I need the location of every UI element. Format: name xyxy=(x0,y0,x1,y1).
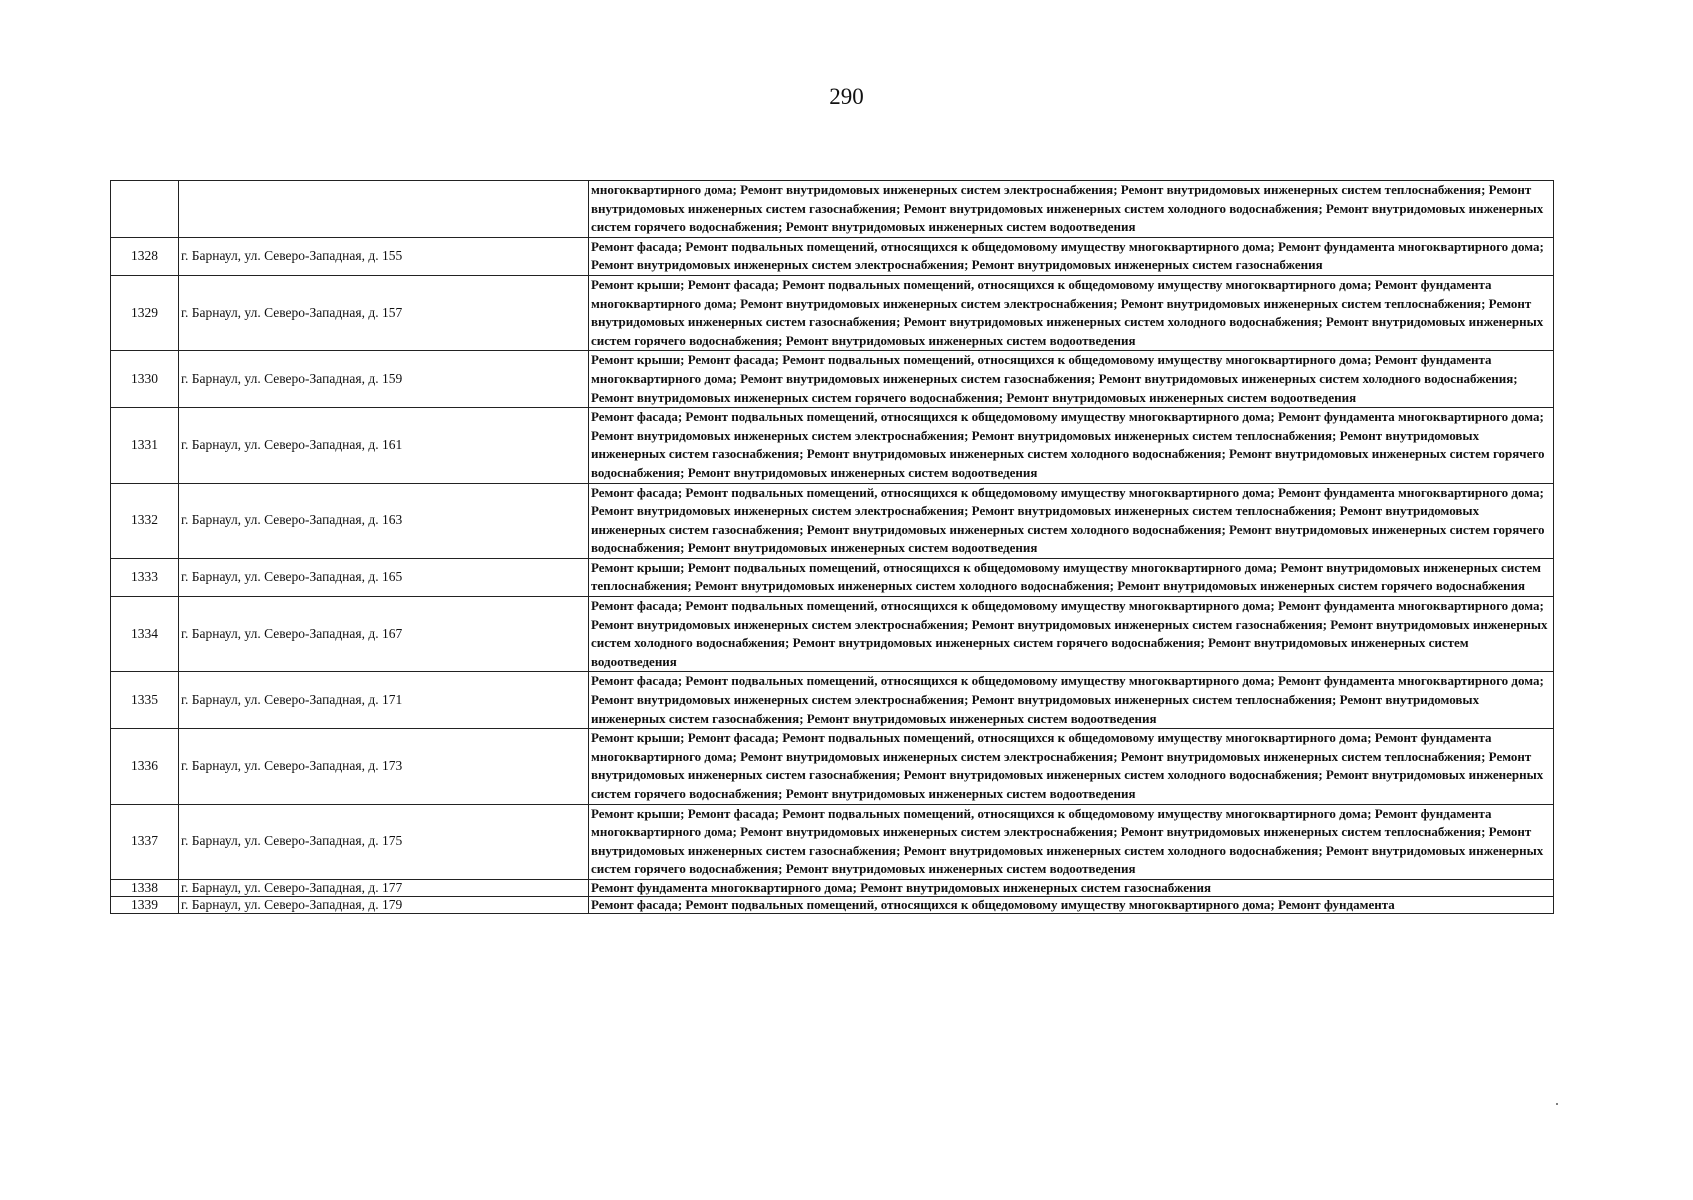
row-number: 1336 xyxy=(111,729,179,804)
row-works: Ремонт фасада; Ремонт подвальных помещений, относящихся к общедомовому имуществу многоквартирного дома; Ремонт фундамента многоквартирного дома; Ремонт внутридомовых инженерных систем электроснабжения; Ремонт внутридомовых инженерных систем теплоснабжения; Ремонт внутридомовых инженерных систем газоснабжения; Ремонт внутридомовых инженерных систем холодного водоснабжения; Ремонт внутридомовых инженерных систем горячего водоснабжения; Ремонт внутридомовых инженерных систем водоотведения xyxy=(589,483,1554,558)
page-number: 290 xyxy=(829,84,864,109)
scan-speck xyxy=(1556,1103,1558,1105)
row-address: г. Барнаул, ул. Северо-Западная, д. 163 xyxy=(179,483,589,558)
row-number: 1331 xyxy=(111,408,179,483)
table-row xyxy=(111,804,1554,879)
row-number: 1329 xyxy=(111,275,179,350)
row-works: Ремонт фасада; Ремонт подвальных помещений, относящихся к общедомовому имуществу многоквартирного дома; Ремонт фундамента многоквартирного дома; Ремонт внутридомовых инженерных систем электроснабжения; Ремонт внутридомовых инженерных систем теплоснабжения; Ремонт внутридомовых инженерных систем газоснабжения; Ремонт внутридомовых инженерных систем холодного водоснабжения; Ремонт внутридомовых инженерных систем горячего водоснабжения; Ремонт внутридомовых инженерных систем водоотведения xyxy=(589,408,1554,483)
row-address: г. Барнаул, ул. Северо-Западная, д. 177 xyxy=(179,879,589,896)
row-works: Ремонт крыши; Ремонт подвальных помещений, относящихся к общедомовому имуществу многоквартирного дома; Ремонт внутридомовых инженерных систем теплоснабжения; Ремонт внутридомовых инженерных систем холодного водоснабжения; Ремонт внутридомовых инженерных систем горячего водоснабжения xyxy=(589,558,1554,596)
table-row xyxy=(111,879,1554,896)
table-row xyxy=(111,672,1554,729)
row-works: Ремонт фундамента многоквартирного дома; Ремонт внутридомовых инженерных систем газоснабжения xyxy=(589,879,1554,896)
row-address: г. Барнаул, ул. Северо-Западная, д. 173 xyxy=(179,729,589,804)
table-row xyxy=(111,558,1554,596)
row-address: г. Барнаул, ул. Северо-Западная, д. 159 xyxy=(179,351,589,408)
row-number xyxy=(111,181,179,238)
row-address: г. Барнаул, ул. Северо-Западная, д. 179 xyxy=(179,896,589,913)
row-number: 1334 xyxy=(111,597,179,672)
row-address xyxy=(179,181,589,238)
row-number: 1337 xyxy=(111,804,179,879)
row-address: г. Барнаул, ул. Северо-Западная, д. 171 xyxy=(179,672,589,729)
row-address: г. Барнаул, ул. Северо-Западная, д. 167 xyxy=(179,597,589,672)
table-row xyxy=(111,483,1554,558)
row-works: Ремонт крыши; Ремонт фасада; Ремонт подвальных помещений, относящихся к общедомовому имуществу многоквартирного дома; Ремонт фундамента многоквартирного дома; Ремонт внутридомовых инженерных систем газоснабжения; Ремонт внутридомовых инженерных систем холодного водоснабжения; Ремонт внутридомовых инженерных систем горячего водоснабжения; Ремонт внутридомовых инженерных систем водоотведения xyxy=(589,351,1554,408)
row-address: г. Барнаул, ул. Северо-Западная, д. 155 xyxy=(179,237,589,275)
table-body xyxy=(111,181,1554,914)
table-row xyxy=(111,181,1554,238)
row-works: Ремонт фасада; Ремонт подвальных помещений, относящихся к общедомовому имуществу многоквартирного дома; Ремонт фундамента многоквартирного дома; Ремонт внутридомовых инженерных систем электроснабжения; Ремонт внутридомовых инженерных систем газоснабжения xyxy=(589,237,1554,275)
table-row xyxy=(111,408,1554,483)
row-works: Ремонт фасада; Ремонт подвальных помещений, относящихся к общедомовому имуществу многоквартирного дома; Ремонт фундамента многоквартирного дома; Ремонт внутридомовых инженерных систем электроснабжения; Ремонт внутридомовых инженерных систем газоснабжения; Ремонт внутридомовых инженерных систем холодного водоснабжения; Ремонт внутридомовых инженерных систем горячего водоснабжения; Ремонт внутридомовых инженерных систем водоотведения xyxy=(589,597,1554,672)
row-works: Ремонт фасада; Ремонт подвальных помещений, относящихся к общедомовому имуществу многоквартирного дома; Ремонт фундамента xyxy=(589,896,1554,913)
table-row xyxy=(111,896,1554,913)
row-number: 1339 xyxy=(111,896,179,913)
row-address: г. Барнаул, ул. Северо-Западная, д. 161 xyxy=(179,408,589,483)
row-number: 1328 xyxy=(111,237,179,275)
row-number: 1333 xyxy=(111,558,179,596)
row-address: г. Барнаул, ул. Северо-Западная, д. 175 xyxy=(179,804,589,879)
row-works: многоквартирного дома; Ремонт внутридомовых инженерных систем электроснабжения; Ремонт внутридомовых инженерных систем теплоснабжения; Ремонт внутридомовых инженерных систем газоснабжения; Ремонт внутридомовых инженерных систем холодного водоснабжения; Ремонт внутридомовых инженерных систем горячего водоснабжения; Ремонт внутридомовых инженерных систем водоотведения xyxy=(589,181,1554,238)
row-number: 1330 xyxy=(111,351,179,408)
table-row xyxy=(111,351,1554,408)
row-works: Ремонт крыши; Ремонт фасада; Ремонт подвальных помещений, относящихся к общедомовому имуществу многоквартирного дома; Ремонт фундамента многоквартирного дома; Ремонт внутридомовых инженерных систем электроснабжения; Ремонт внутридомовых инженерных систем теплоснабжения; Ремонт внутридомовых инженерных систем газоснабжения; Ремонт внутридомовых инженерных систем холодного водоснабжения; Ремонт внутридомовых инженерных систем горячего водоснабжения; Ремонт внутридомовых инженерных систем водоотведения xyxy=(589,729,1554,804)
row-number: 1332 xyxy=(111,483,179,558)
row-number: 1338 xyxy=(111,879,179,896)
table-row xyxy=(111,237,1554,275)
row-works: Ремонт крыши; Ремонт фасада; Ремонт подвальных помещений, относящихся к общедомовому имуществу многоквартирного дома; Ремонт фундамента многоквартирного дома; Ремонт внутридомовых инженерных систем электроснабжения; Ремонт внутридомовых инженерных систем теплоснабжения; Ремонт внутридомовых инженерных систем газоснабжения; Ремонт внутридомовых инженерных систем холодного водоснабжения; Ремонт внутридомовых инженерных систем горячего водоснабжения; Ремонт внутридомовых инженерных систем водоотведения xyxy=(589,804,1554,879)
row-number: 1335 xyxy=(111,672,179,729)
row-works: Ремонт крыши; Ремонт фасада; Ремонт подвальных помещений, относящихся к общедомовому имуществу многоквартирного дома; Ремонт фундамента многоквартирного дома; Ремонт внутридомовых инженерных систем электроснабжения; Ремонт внутридомовых инженерных систем теплоснабжения; Ремонт внутридомовых инженерных систем газоснабжения; Ремонт внутридомовых инженерных систем холодного водоснабжения; Ремонт внутридомовых инженерных систем горячего водоснабжения; Ремонт внутридомовых инженерных систем водоотведения xyxy=(589,275,1554,350)
row-address: г. Барнаул, ул. Северо-Западная, д. 165 xyxy=(179,558,589,596)
row-address: г. Барнаул, ул. Северо-Западная, д. 157 xyxy=(179,275,589,350)
table-row xyxy=(111,597,1554,672)
table-row xyxy=(111,275,1554,350)
table-row xyxy=(111,729,1554,804)
repair-registry-table xyxy=(110,180,1554,914)
row-works: Ремонт фасада; Ремонт подвальных помещений, относящихся к общедомовому имуществу многоквартирного дома; Ремонт фундамента многоквартирного дома; Ремонт внутридомовых инженерных систем электроснабжения; Ремонт внутридомовых инженерных систем теплоснабжения; Ремонт внутридомовых инженерных систем газоснабжения; Ремонт внутридомовых инженерных систем водоотведения xyxy=(589,672,1554,729)
